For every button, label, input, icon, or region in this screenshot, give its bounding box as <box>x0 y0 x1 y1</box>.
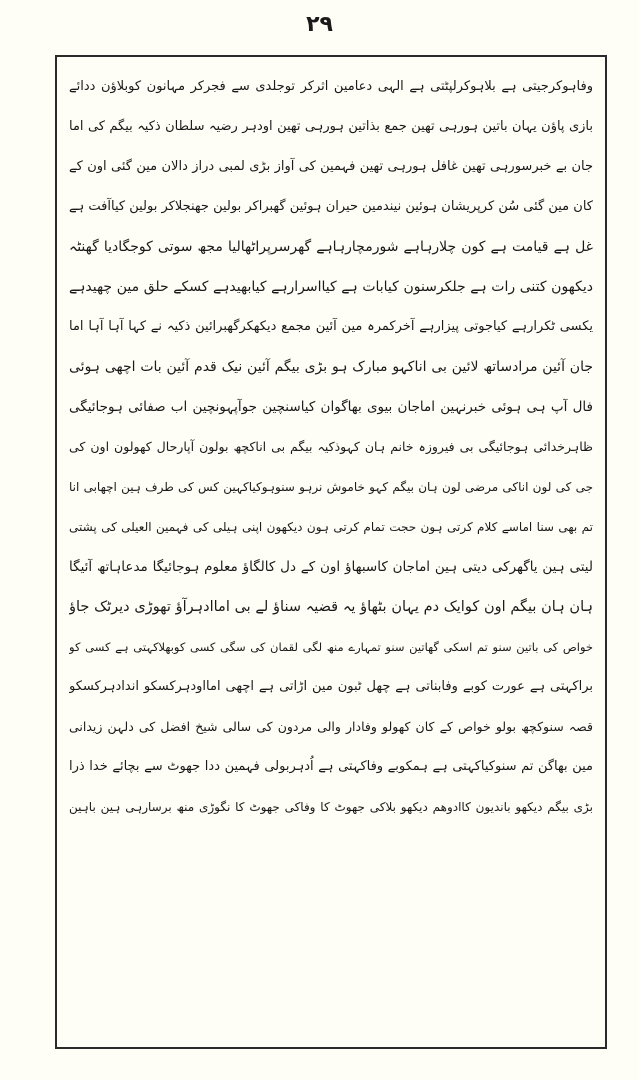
text-frame <box>55 55 607 1049</box>
text-line: لیتی ہین یاگھرکی دیتی ہین اماجان کاسبھاؤ اون کے دل کالگاؤ معلوم ہوجائیگا مدعاہاتھ آئیگا <box>69 559 593 575</box>
text-line: دیکھون کتنی رات ہے جلکرسنون کیابات ہے کیااسرارہے کیابھیدہے کسکے حلق مین چھیدہے <box>69 279 593 295</box>
text-line: جی کی لون اناکی مرضی لون ہان بیگم کہو خاموش نرہو سنوہوکیاکہین کس کی طرف ہین اچھابی انا <box>69 480 593 494</box>
text-line: براکہتی ہے عورت کوبے وفابناتی ہے چھل ٹبون مین اڑاتی ہے اچھی امااودہرکسکو اندادہرکسکو <box>69 679 593 694</box>
text-line: غل ہے قیامت ہے کون چلارہاہے شورمچارہاہے گھرسرپراٹھالیا مجھ سوتی کوجگادیا گھنٹہ <box>69 239 593 255</box>
text-line: فال آپ ہی ہوئی خبرنہین اماجان بیوی بھاگوان کیاسنچین جوآپہونچین اب صفائی ہوجائیگی <box>69 399 593 415</box>
text-line: کان مین گئی سُن کرپریشان ہوئین نیندمین حیران ہوئین گھبراکر بولین جھنجلاکر بولین کیاآفت ہے <box>69 199 593 214</box>
page-number: ۲۹ <box>306 12 333 37</box>
text-line: جان آئین مرادساتھ لائین بی اناکہو مبارک ہو بڑی بیگم آئین نیک قدم آئین بات اچھی ہوئی <box>69 359 593 375</box>
text-line: قصہ سنوکچھ بولو خواص کے کان کھولو وفادار والی مردون کی سالی شیخ افضل کی دلہن زیدانی <box>69 719 593 734</box>
text-line: بازی پاؤن یہان باتین ہورہی تھین جمع بذاتین ہورہی تھین اودہر رضیہ سلطان ذکیہ بیگم کی اما <box>69 119 593 134</box>
text-line: وفاہوکرجیتی ہے بلاہوکرلپٹتی ہے الہی دعامین اثرکر توجلدی سے فجرکر مہانون کوبلاؤن ددائے <box>69 79 593 94</box>
text-line: ظاہرخدائی ہوجائیگی بی فیروزہ خانم ہان کہوذکیہ بیگم بی اناکچھ بولون آپارحال کھولون اون کی <box>69 439 593 454</box>
text-line: یکسی ٹکرارہے کیاجوتی پیزارہے آخرکمرہ مین آئین مجمع دیکھکرگھبرائین ذکیہ نے کہا آہا آہا اما <box>69 319 593 334</box>
text-line: ہان ہان بیگم اون کوایک دم یہان بٹھاؤ یہ قضیہ سناؤ لے بی اماادہرآؤ تھوڑی دیرٹک جاؤ <box>69 599 593 615</box>
text-line: بڑی بیگم دیکھو باندیون کاادوھم دیکھو بلاکی جھوٹ کا وفاکی جھوٹ کا نگوڑی منھ برسارہی ہین باہین <box>69 800 593 814</box>
text-line: خواص کی باتین سنو تم اسکی گھاتین سنو تمہارے منھ لگی لقمان کی سگی کسی کوبھلاکہتی ہے کسی کو <box>69 640 593 654</box>
text-line: جان بے خبرسورہی تھین غافل ہورہی تھین فہمین کی آواز بڑی لمبی دراز دالان مین گئی اون کے <box>69 159 593 174</box>
text-line: تم بھی سنا اماسے کلام کرتی ہون حجت تمام کرتی ہون دیکھون اپنی ہیلی کی فہمین العیلی کی پشتی <box>69 520 593 534</box>
text-body <box>69 67 593 827</box>
text-line: مین بھاگن تم سنوکیاکہتی ہے ہمکوبے وفاکہتی ہے اُدہربولی فہمین ددا جھوٹ سے بچائے خدا ذرا <box>69 759 593 774</box>
